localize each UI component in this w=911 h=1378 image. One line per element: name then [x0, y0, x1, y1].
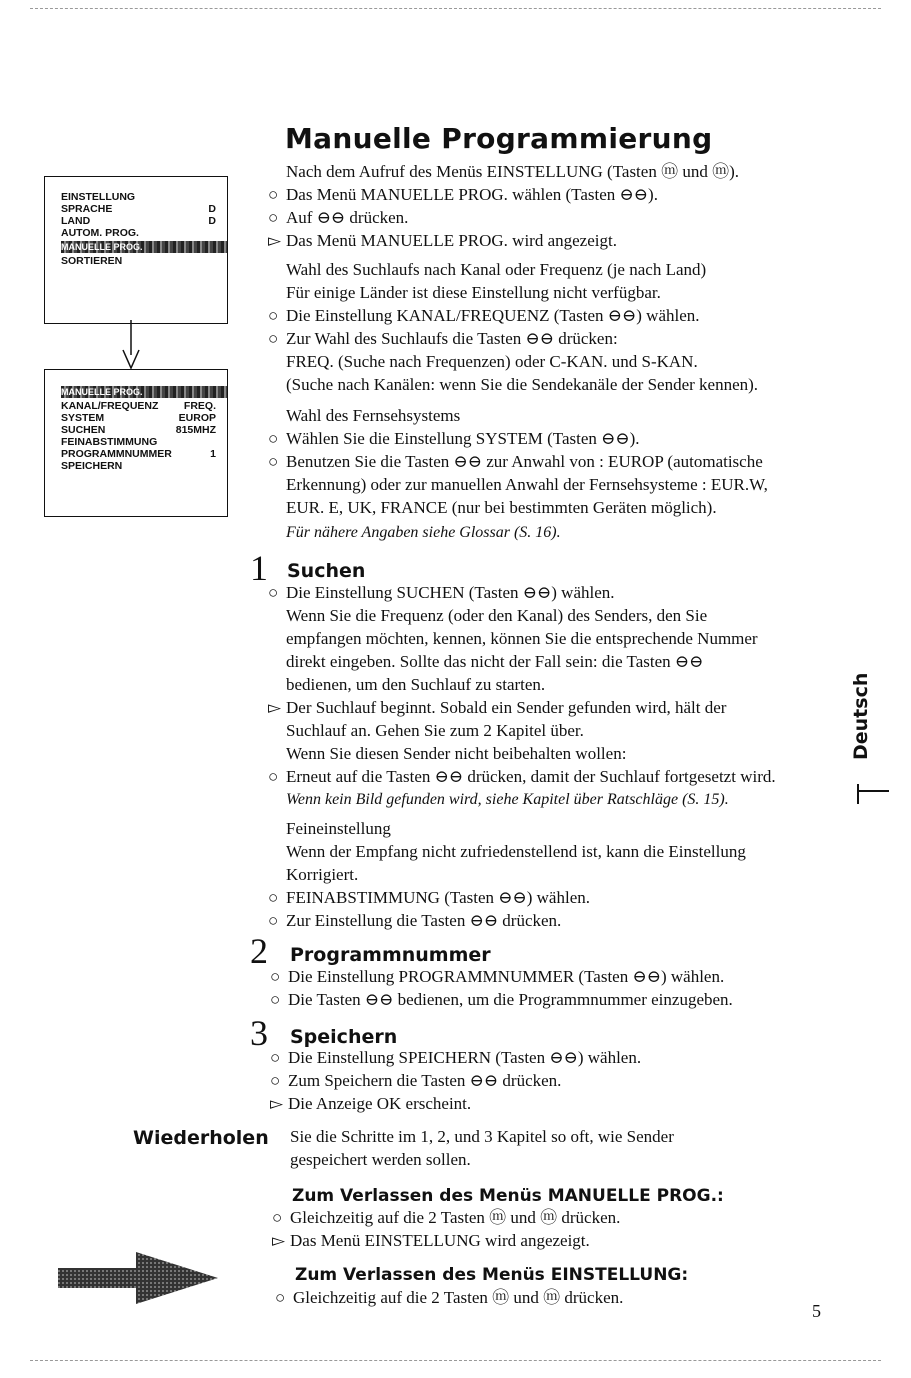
- text-line: [268, 909, 838, 932]
- bullet: ▻: [272, 1231, 286, 1250]
- exit-manuelle-body: [272, 1206, 832, 1252]
- line-text: Die Einstellung PROGRAMMNUMMER (Tasten ⊖⊖) wählen.: [288, 967, 725, 986]
- line-text: FEINABSTIMMUNG (Tasten ⊖⊖) wählen.: [286, 888, 590, 907]
- text-line: [268, 673, 838, 696]
- line-text: Wenn Sie diesen Sender nicht beibehalten wollen:: [286, 744, 627, 763]
- menu-row-label: SUCHEN: [61, 424, 106, 436]
- bullet: ○: [268, 911, 279, 930]
- text-line: [270, 988, 840, 1011]
- text-line: [268, 304, 838, 327]
- text-line: [270, 965, 840, 988]
- text-line: [268, 696, 838, 719]
- menu-row-label: LAND: [61, 215, 91, 227]
- bullet: ○: [268, 185, 279, 204]
- line-text: Die Einstellung SPEICHERN (Tasten ⊖⊖) wählen.: [288, 1048, 642, 1067]
- line-text: Das Menü EINSTELLUNG wird angezeigt.: [290, 1231, 590, 1250]
- bullet: ○: [268, 429, 279, 448]
- menu-manuelle-prog: [44, 369, 228, 517]
- exit-einstellung-heading: Zum Verlassen des Menüs EINSTELLUNG:: [295, 1265, 689, 1285]
- line-text: Erneut auf die Tasten ⊖⊖ drücken, damit der Suchlauf fortgesetzt wird.: [286, 767, 776, 786]
- menu-row-label: KANAL/FREQUENZ: [61, 400, 159, 412]
- bullet: ▻: [270, 1094, 284, 1113]
- text-line: [268, 581, 838, 604]
- tab-underline: [857, 790, 889, 792]
- menu-row-label: PROGRAMMNUMMER: [61, 448, 172, 460]
- text-line: [268, 229, 838, 252]
- menu-row: [61, 215, 216, 227]
- line-text: Zur Wahl des Suchlaufs die Tasten ⊖⊖ drücken:: [286, 329, 618, 348]
- text-line: [268, 160, 838, 183]
- menu-einstellung: [44, 176, 228, 324]
- menu-row-value: FREQ.: [183, 400, 216, 412]
- menu-row-label: FEINABSTIMMUNG: [61, 436, 158, 448]
- bullet: ○: [270, 990, 281, 1009]
- menu-row-value: D: [208, 215, 216, 227]
- line-text: Wenn Sie die Frequenz (oder den Kanal) des Senders, den Sie: [286, 606, 708, 625]
- line-text: FREQ. (Suche nach Frequenzen) oder C-KAN. und S-KAN.: [286, 352, 698, 371]
- menu-row: [61, 191, 216, 203]
- bullet: ○: [270, 967, 281, 986]
- text-line: [268, 863, 838, 886]
- wiederholen-text: Sie die Schritte im 1, 2, und 3 Kapitel so oft, wie Sender gespeichert werden sollen.: [290, 1127, 674, 1169]
- text-line: [268, 281, 838, 304]
- bullet: ○: [268, 583, 279, 602]
- line-text: Die Einstellung KANAL/FREQUENZ (Tasten ⊖⊖) wählen.: [286, 306, 700, 325]
- text-line: [268, 183, 838, 206]
- text-line: [268, 450, 838, 473]
- menu-row-value: EUROP: [178, 412, 216, 424]
- menu-row-label: SPRACHE: [61, 203, 113, 215]
- line-text: Korrigiert.: [286, 865, 359, 884]
- text-line: [270, 1069, 840, 1092]
- language-tab: Deutsch: [850, 672, 872, 760]
- bullet: ○: [268, 452, 279, 471]
- text-line: [268, 404, 838, 427]
- text-line: [268, 496, 838, 519]
- line-text: Zur Einstellung die Tasten ⊖⊖ drücken.: [286, 911, 562, 930]
- line-text: Wahl des Fernsehsystems: [286, 406, 461, 425]
- menu-row-label: SORTIEREN: [61, 255, 123, 267]
- menu-row: [61, 227, 216, 239]
- bullet: ○: [270, 1048, 281, 1067]
- wiederholen-label: Wiederholen: [133, 1127, 269, 1149]
- menu-row-value: 1: [210, 448, 216, 460]
- line-text: Wenn der Empfang nicht zufriedenstellend ist, kann die Einstellung: [286, 842, 746, 861]
- top-scan-artifact: [30, 8, 881, 11]
- bullet: ○: [268, 306, 279, 325]
- line-text: Für einige Länder ist diese Einstellung nicht verfügbar.: [286, 283, 661, 302]
- section-1-number: 1: [250, 548, 268, 588]
- line-text: Der Suchlauf beginnt. Sobald ein Sender gefunden wird, hält der: [286, 698, 727, 717]
- menu-row: [61, 448, 216, 460]
- line-text: Das Menü MANUELLE PROG. wird angezeigt.: [286, 231, 617, 250]
- bullet: ▻: [268, 231, 282, 250]
- section-1-heading: Suchen: [287, 560, 366, 582]
- text-line: [268, 650, 838, 673]
- line-text: bedienen, um den Suchlauf zu starten.: [286, 675, 546, 694]
- menu-row: [61, 412, 216, 424]
- exit-einstellung-body: [275, 1286, 835, 1309]
- text-line: [268, 373, 838, 396]
- text-line: [268, 886, 838, 909]
- tab-divider: [857, 784, 859, 804]
- line-text: Feineinstellung: [286, 819, 391, 838]
- line-text: Nach dem Aufruf des Menüs EINSTELLUNG (Tasten ⓜ und ⓜ).: [286, 162, 739, 181]
- menu-row-label: EINSTELLUNG: [61, 191, 136, 203]
- text-line: [268, 258, 838, 281]
- section-2-heading: Programmnummer: [290, 944, 491, 966]
- section-3-body: [270, 1046, 840, 1115]
- line-text: Die Tasten ⊖⊖ bedienen, um die Programmnummer einzugeben.: [288, 990, 733, 1009]
- text-line: [268, 817, 838, 840]
- text-line: [268, 840, 838, 863]
- text-line: [272, 1206, 832, 1229]
- bullet: ○: [268, 888, 279, 907]
- line-text: Die Anzeige OK erscheint.: [288, 1094, 472, 1113]
- text-line: [268, 350, 838, 373]
- line-text: Das Menü MANUELLE PROG. wählen (Tasten ⊖⊖).: [286, 185, 658, 204]
- bullet: ○: [270, 1071, 281, 1090]
- bullet: ○: [268, 208, 279, 227]
- arrow-right-icon: [58, 1250, 220, 1306]
- menu-row-label: SPEICHERN: [61, 460, 123, 472]
- text-line: [270, 1046, 840, 1069]
- menu-row: [61, 460, 216, 472]
- section-3-number: 3: [250, 1013, 268, 1053]
- text-line: [268, 473, 838, 496]
- line-text: Die Einstellung SUCHEN (Tasten ⊖⊖) wählen.: [286, 583, 615, 602]
- menu-row: [61, 424, 216, 436]
- exit-manuelle-heading: Zum Verlassen des Menüs MANUELLE PROG.:: [292, 1186, 724, 1206]
- menu-header-highlight: MANUELLE PROG.: [61, 386, 227, 398]
- bullet: ○: [268, 329, 279, 348]
- bullet: ○: [268, 767, 279, 786]
- text-line: [268, 627, 838, 650]
- line-text: Erkennung) oder zur manuellen Anwahl der Fernsehsysteme : EUR.W,: [286, 475, 768, 494]
- line-text: (Suche nach Kanälen: wenn Sie die Sendekanäle der Sender kennen).: [286, 375, 759, 394]
- bullet: ▻: [268, 698, 282, 717]
- line-text: Benutzen Sie die Tasten ⊖⊖ zur Anwahl von : EUROP (automatische: [286, 452, 763, 471]
- line-text: Zum Speichern die Tasten ⊖⊖ drücken.: [288, 1071, 562, 1090]
- menu-row-value: D: [208, 203, 216, 215]
- line-text: direkt eingeben. Sollte das nicht der Fall sein: die Tasten ⊖⊖: [286, 652, 704, 671]
- text-line: [268, 427, 838, 450]
- line-text: Wahl des Suchlaufs nach Kanal oder Frequenz (je nach Land): [286, 260, 707, 279]
- page-number: 5: [812, 1301, 821, 1321]
- menu-row: [61, 436, 216, 448]
- menu-selected-highlight: MANUELLE PROG.: [61, 241, 227, 253]
- line-text: empfangen möchten, kennen, können Sie die entsprechende Nummer: [286, 629, 758, 648]
- line-text: Suchlauf an. Gehen Sie zum 2 Kapitel über.: [286, 721, 584, 740]
- menu-row: [61, 400, 216, 412]
- menu-row: [61, 203, 216, 215]
- bullet: ○: [275, 1288, 286, 1307]
- menu-row-label: AUTOM. PROG.: [61, 227, 139, 239]
- arrow-down-icon: [118, 320, 148, 372]
- text-line: [268, 206, 838, 229]
- section-3-heading: Speichern: [290, 1026, 398, 1048]
- glossar-note: Für nähere Angaben siehe Glossar (S. 16).: [286, 524, 561, 541]
- main-content: [268, 160, 838, 544]
- menu-row: [61, 255, 216, 267]
- menu-row-label: SYSTEM: [61, 412, 105, 424]
- text-line: [270, 1092, 840, 1115]
- section-2-number: 2: [250, 931, 268, 971]
- section-1-note: Wenn kein Bild gefunden wird, siehe Kapitel über Ratschläge (S. 15).: [286, 791, 729, 808]
- section-1-body: [268, 581, 838, 932]
- text-line: [268, 719, 838, 742]
- text-line: [268, 742, 838, 765]
- section-2-body: [270, 965, 840, 1011]
- line-text: Wählen Sie die Einstellung SYSTEM (Tasten ⊖⊖).: [286, 429, 640, 448]
- text-line: [268, 604, 838, 627]
- page-title: Manuelle Programmierung: [285, 122, 713, 155]
- line-text: Gleichzeitig auf die 2 Tasten ⓜ und ⓜ drücken.: [290, 1208, 621, 1227]
- bullet: ○: [272, 1208, 283, 1227]
- line-text: Gleichzeitig auf die 2 Tasten ⓜ und ⓜ drücken.: [293, 1288, 624, 1307]
- bottom-scan-artifact: [30, 1360, 881, 1363]
- line-text: EUR. E, UK, FRANCE (nur bei bestimmten Geräten möglich).: [286, 498, 717, 517]
- text-line: [272, 1229, 832, 1252]
- text-line: [268, 765, 838, 788]
- text-line: [268, 327, 838, 350]
- text-line: [275, 1286, 835, 1309]
- menu-row-value: 815MHZ: [175, 424, 216, 436]
- line-text: Auf ⊖⊖ drücken.: [286, 208, 409, 227]
